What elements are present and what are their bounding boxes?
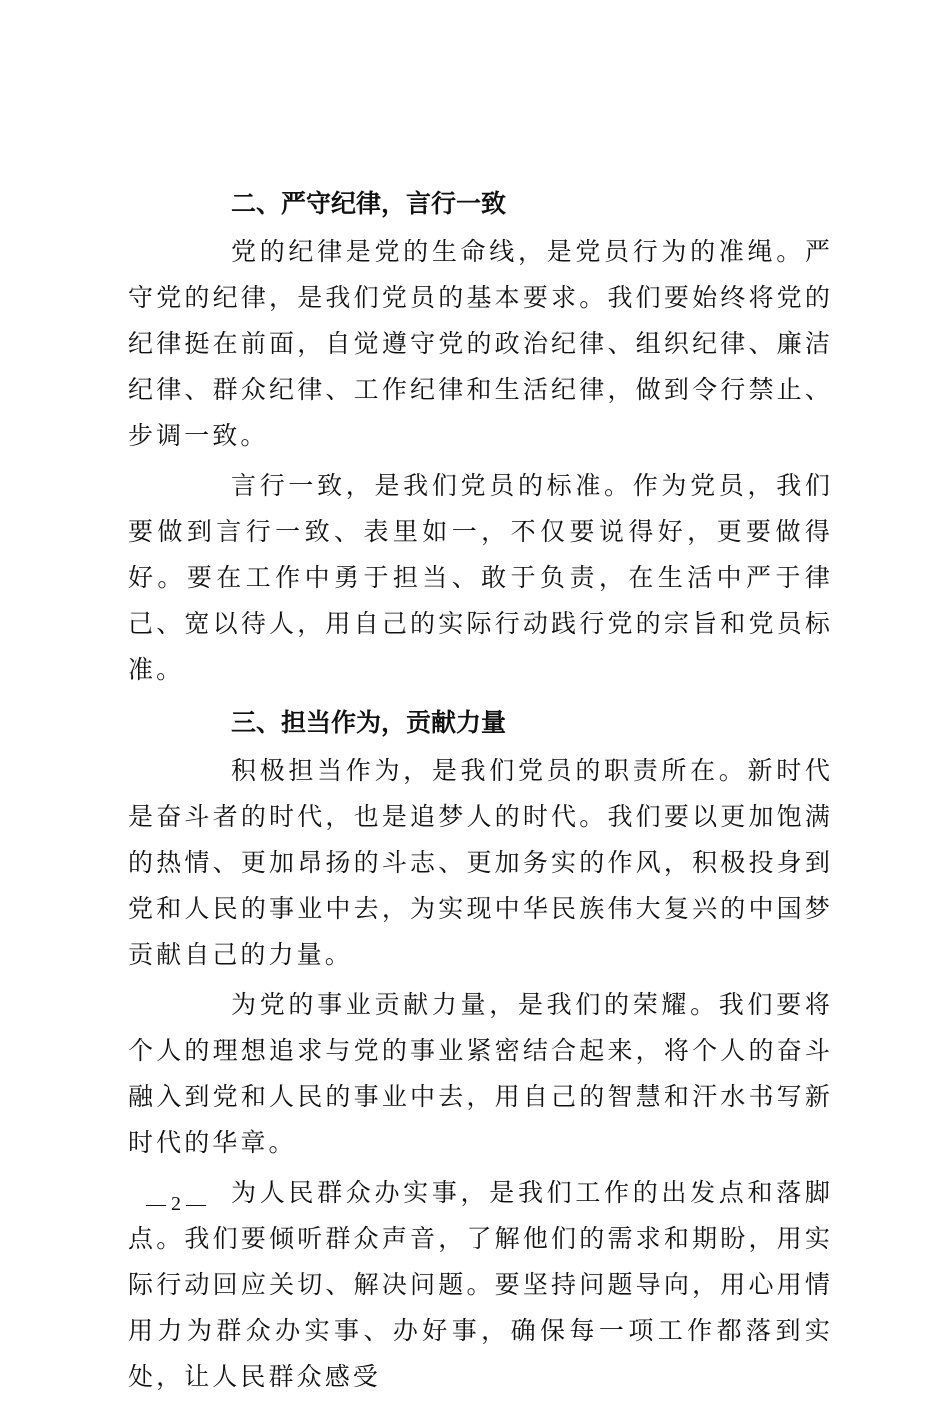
paragraph: 为人民群众办实事，是我们工作的出发点和落脚点。我们要倾听群众声音，了解他们的需求和期盼，用实际行动回应关切、解决问题。要坚持问题导向，用心用情用力为群众办实事、办好事，确保每一项工作都落到实处，让人民群众感受 bbox=[128, 1178, 833, 1391]
document-body bbox=[128, 178, 833, 1404]
paragraph: 党的纪律是党的生命线，是党员行为的准绳。严守党的纪律，是我们党员的基本要求。我们要始终将党的纪律挺在前面，自觉遵守党的政治纪律、组织纪律、廉洁纪律、群众纪律、工作纪律和生活纪律，做到令行禁止、步调一致。 bbox=[128, 237, 833, 450]
paragraph: 言行一致，是我们党员的标准。作为党员，我们要做到言行一致、表里如一，不仅要说得好，更要做得好。要在工作中勇于担当、敢于负责，在生活中严于律己、宽以待人，用自己的实际行动践行党的宗旨和党员标准。 bbox=[128, 471, 833, 684]
paragraph: 为党的事业贡献力量，是我们的荣耀。我们要将个人的理想追求与党的事业紧密结合起来，将个人的奋斗融入到党和人民的事业中去，用自己的智慧和汗水书写新时代的华章。 bbox=[128, 990, 833, 1157]
page-number: — 2 — bbox=[146, 1193, 206, 1215]
section-heading-discipline: 二、严守纪律，言行一致 bbox=[231, 189, 507, 218]
paragraph: 积极担当作为，是我们党员的职责所在。新时代是奋斗者的时代，也是追梦人的时代。我们要以更加饱满的热情、更加昂扬的斗志、更加务实的作风，积极投身到党和人民的事业中去，为实现中华民族伟大复兴的中国梦贡献自己的力量。 bbox=[128, 756, 833, 969]
section-heading-responsibility: 三、担当作为，贡献力量 bbox=[231, 708, 507, 737]
